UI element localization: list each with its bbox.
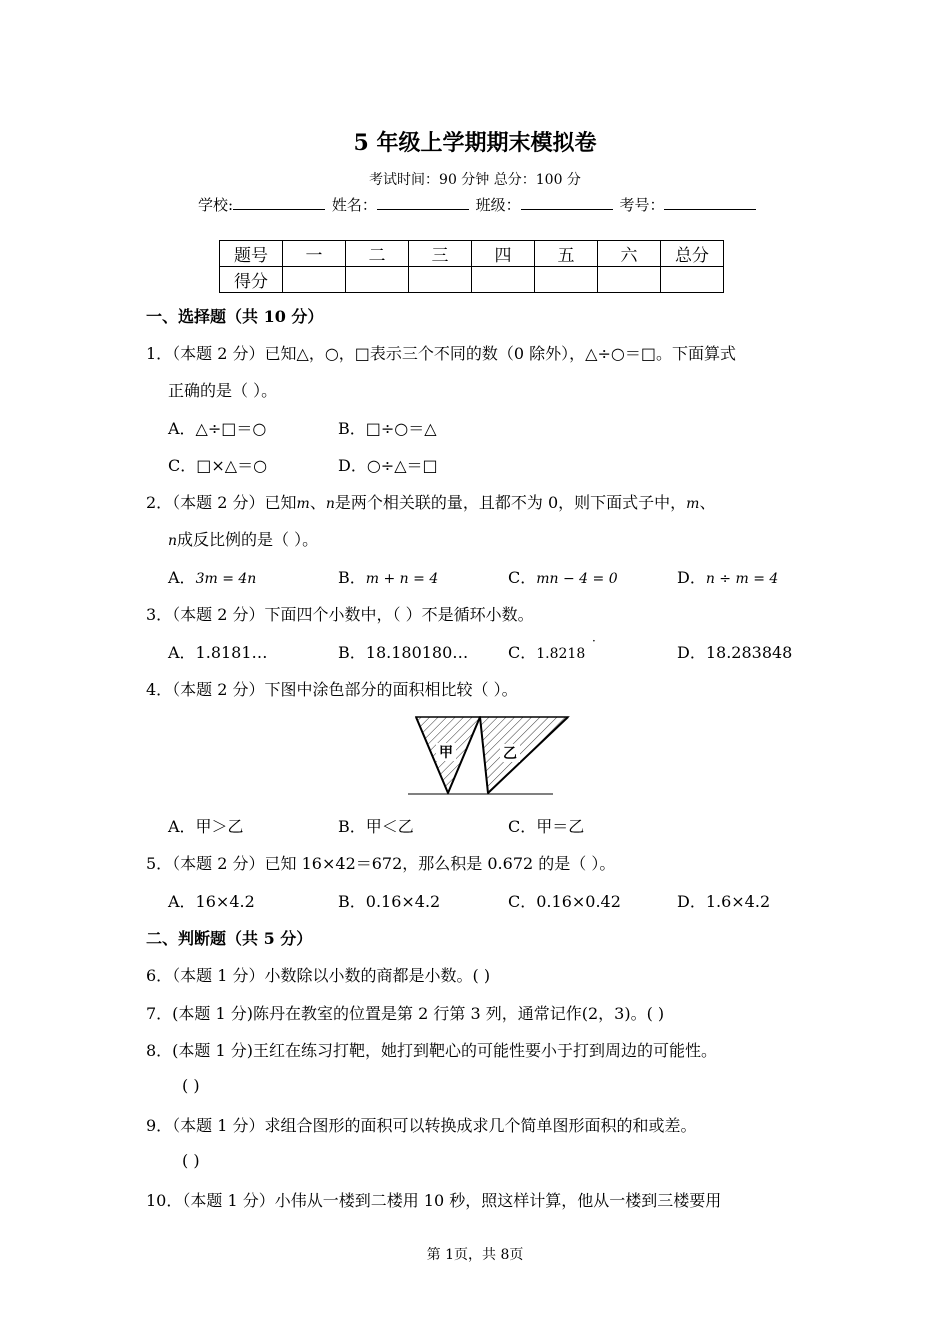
question-4-option-c[interactable]: C．甲＝乙: [508, 817, 585, 836]
var-n: n: [168, 533, 178, 549]
question-10-text: 10．（本题 1 分）小伟从一楼到二楼用 10 秒，照这样计算，他从一楼到三楼要用: [146, 1191, 722, 1210]
question-2-option-d[interactable]: D．n ÷ m = 4: [677, 568, 779, 587]
question-6-text: 6．（本题 1 分）小数除以小数的商都是小数。( ): [146, 966, 491, 985]
score-cell[interactable]: [598, 267, 661, 293]
score-table-cell: 题号: [220, 241, 283, 267]
score-table-cell: 六: [598, 241, 661, 267]
question-5-option-b[interactable]: B．0.16×4.2: [338, 892, 441, 911]
question-8-text: 8．(本题 1 分)王红在练习打靶，她打到靶心的可能性要小于打到周边的可能性。: [146, 1041, 718, 1060]
label-jia: 甲: [439, 745, 453, 761]
score-table-header-row: [220, 241, 724, 267]
score-table-cell: 二: [346, 241, 409, 267]
question-2-option-c[interactable]: C．mn − 4 = 0: [508, 568, 618, 587]
question-5-option-d[interactable]: D．1.6×4.2: [677, 892, 771, 911]
question-2-text-cont: n成反比例的是（ ）。: [168, 530, 319, 549]
school-blank[interactable]: [233, 195, 325, 210]
exam-number-blank[interactable]: [664, 195, 756, 210]
score-cell[interactable]: [283, 267, 346, 293]
question-3-option-b[interactable]: B．18.180180…: [338, 643, 469, 662]
section-heading-choice: 一、选择题（共 10 分）: [146, 307, 324, 326]
exam-number-label: 考号：: [619, 196, 665, 214]
question-3-option-d[interactable]: D．18.283848: [677, 643, 793, 662]
question-5-text: 5．（本题 2 分）已知 16×42＝672，那么积是 0.672 的是（ ）。: [146, 854, 616, 873]
question-3-option-c[interactable]: C．1.8218 ·: [508, 634, 596, 662]
score-table-score-row: [220, 267, 724, 293]
question-5-option-c[interactable]: C．0.16×0.42: [508, 892, 621, 911]
score-table-cell: 四: [472, 241, 535, 267]
question-4-option-a[interactable]: A．甲＞乙: [168, 817, 244, 836]
class-label: 班级：: [475, 196, 521, 214]
class-blank[interactable]: [521, 195, 613, 210]
question-2-text: 2．（本题 2 分）已知m、n是两个相关联的量，且都不为 0，则下面式子中，m、: [146, 493, 716, 512]
section-heading-judge: 二、判断题（共 5 分）: [146, 929, 313, 948]
label-yi: 乙: [503, 746, 517, 762]
question-9-text: 9．（本题 1 分）求组合图形的面积可以转换成求几个简单图形面积的和或差。: [146, 1116, 697, 1135]
school-label: 学校:: [198, 196, 234, 214]
score-table-cell: 一: [283, 241, 346, 267]
repeating-dot: ·: [592, 634, 596, 648]
question-1-option-a[interactable]: A．△÷□＝○: [168, 419, 267, 438]
var-n: n: [325, 496, 335, 512]
exam-title: 5 年级上学期期末模拟卷: [353, 130, 597, 156]
score-cell[interactable]: [472, 267, 535, 293]
question-9-answer-bracket[interactable]: ( ): [182, 1151, 200, 1170]
score-table: [219, 240, 724, 293]
question-4-option-b[interactable]: B．甲＜乙: [338, 817, 414, 836]
score-table-cell: 三: [409, 241, 472, 267]
question-2-option-a[interactable]: A．3m = 4n: [168, 568, 257, 587]
var-m: m: [296, 496, 310, 512]
var-m: m: [686, 496, 700, 512]
score-cell[interactable]: [346, 267, 409, 293]
score-table-cell: 得分: [220, 267, 283, 293]
question-4-text: 4．（本题 2 分）下图中涂色部分的面积相比较（ ）。: [146, 680, 518, 699]
name-label: 姓名：: [331, 196, 377, 214]
question-3-text: 3．（本题 2 分）下面四个小数中，（ ）不是循环小数。: [146, 605, 534, 624]
score-cell[interactable]: [535, 267, 598, 293]
question-1-option-c[interactable]: C．□×△＝○: [168, 456, 268, 475]
question-1-text: 1．（本题 2 分）已知△，○，□表示三个不同的数（0 除外），△÷○＝□。下面算式: [146, 344, 736, 363]
student-info-fields: [198, 194, 758, 215]
question-3-option-a[interactable]: A．1.8181…: [168, 643, 268, 662]
question-8-answer-bracket[interactable]: ( ): [182, 1076, 200, 1095]
score-cell[interactable]: [661, 267, 724, 293]
question-1-option-d[interactable]: D．○÷△＝□: [338, 456, 438, 475]
question-5-option-a[interactable]: A．16×4.2: [168, 892, 255, 911]
question-7-text: 7．(本题 1 分)陈丹在教室的位置是第 2 行第 3 列，通常记作(2，3)。( ): [146, 1004, 665, 1023]
question-1-text-cont: 正确的是（ ）。: [168, 381, 278, 400]
question-2-option-b[interactable]: B．m + n = 4: [338, 568, 439, 587]
score-table-cell: 五: [535, 241, 598, 267]
name-blank[interactable]: [377, 195, 469, 210]
score-cell[interactable]: [409, 267, 472, 293]
score-table-cell: 总分: [661, 241, 724, 267]
shaded-area-figure: [408, 713, 578, 799]
page-footer: 第 1页，共 8页: [426, 1247, 524, 1263]
exam-info: 考试时间：90 分钟 总分：100 分: [369, 172, 581, 188]
question-1-option-b[interactable]: B．□÷○＝△: [338, 419, 437, 438]
